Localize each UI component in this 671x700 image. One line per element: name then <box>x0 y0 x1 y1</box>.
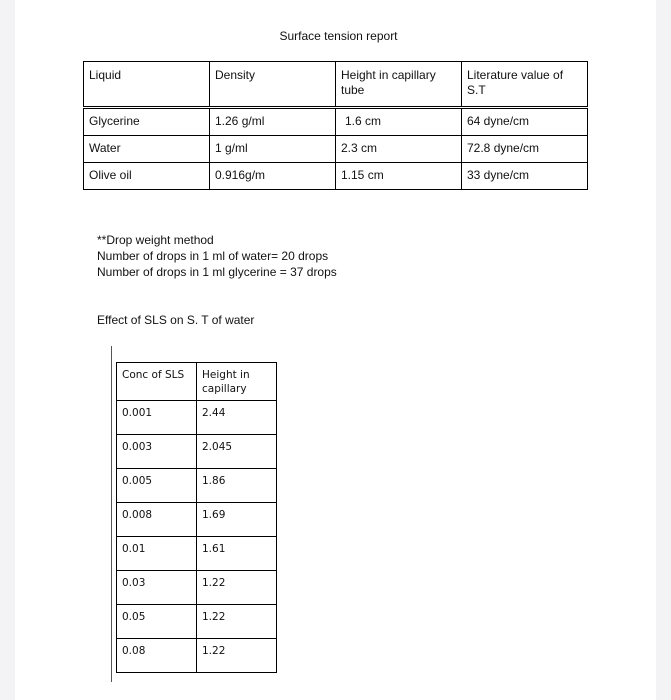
cell-conc: 0.03 <box>117 571 197 605</box>
table-row <box>117 639 277 673</box>
cell-conc: 0.001 <box>117 401 197 435</box>
cell-liquid: Olive oil <box>84 163 210 190</box>
cell-conc: 0.005 <box>117 469 197 503</box>
cell-height: 1.22 <box>197 571 277 605</box>
header-capillary-height: Height in capillary <box>197 363 277 401</box>
header-conc: Conc of SLS <box>117 363 197 401</box>
cell-height: 2.3 cm <box>336 136 462 163</box>
cell-height: 1.69 <box>197 503 277 537</box>
glycerine-drops-line: Number of drops in 1 ml glycerine = 37 drops <box>97 265 337 279</box>
cell-conc: 0.08 <box>117 639 197 673</box>
cell-height: 1.86 <box>197 469 277 503</box>
cell-density: 1 g/ml <box>210 136 336 163</box>
cell-height: 2.44 <box>197 401 277 435</box>
method-line: **Drop weight method <box>97 233 214 247</box>
drop-weight-notes <box>97 232 337 280</box>
header-literature: Literature value of S.T <box>462 62 588 108</box>
sls-header-row <box>117 363 277 401</box>
cell-density: 1.26 g/ml <box>210 108 336 136</box>
report-title: Surface tension report <box>279 29 398 43</box>
surface-tension-table <box>83 61 588 190</box>
table-row <box>84 163 588 190</box>
header-liquid: Liquid <box>84 62 210 108</box>
cell-conc: 0.003 <box>117 435 197 469</box>
cell-height: 1.22 <box>197 639 277 673</box>
cell-conc: 0.05 <box>117 605 197 639</box>
table-row <box>117 537 277 571</box>
margin-line <box>111 346 112 682</box>
cell-literature: 33 dyne/cm <box>462 163 588 190</box>
table-row <box>84 136 588 163</box>
table-row <box>117 435 277 469</box>
header-height: Height in capillary tube <box>336 62 462 108</box>
table-row <box>117 571 277 605</box>
table-row <box>117 469 277 503</box>
table-row <box>117 401 277 435</box>
table-row <box>84 108 588 136</box>
cell-height: 2.045 <box>197 435 277 469</box>
cell-conc: 0.008 <box>117 503 197 537</box>
effect-title: Effect of SLS on S. T of water <box>97 313 255 327</box>
cell-height: 1.61 <box>197 537 277 571</box>
cell-conc: 0.01 <box>117 537 197 571</box>
cell-liquid: Glycerine <box>84 108 210 136</box>
cell-height: 1.15 cm <box>336 163 462 190</box>
cell-liquid: Water <box>84 136 210 163</box>
table-header-row <box>84 62 588 108</box>
sls-table <box>116 362 277 673</box>
table-row <box>117 605 277 639</box>
header-density: Density <box>210 62 336 108</box>
cell-height: 1.6 cm <box>336 108 462 136</box>
table-row <box>117 503 277 537</box>
document-page <box>15 0 656 700</box>
cell-height: 1.22 <box>197 605 277 639</box>
water-drops-line: Number of drops in 1 ml of water= 20 drops <box>97 249 329 263</box>
cell-density: 0.916g/m <box>210 163 336 190</box>
cell-literature: 64 dyne/cm <box>462 108 588 136</box>
cell-literature: 72.8 dyne/cm <box>462 136 588 163</box>
